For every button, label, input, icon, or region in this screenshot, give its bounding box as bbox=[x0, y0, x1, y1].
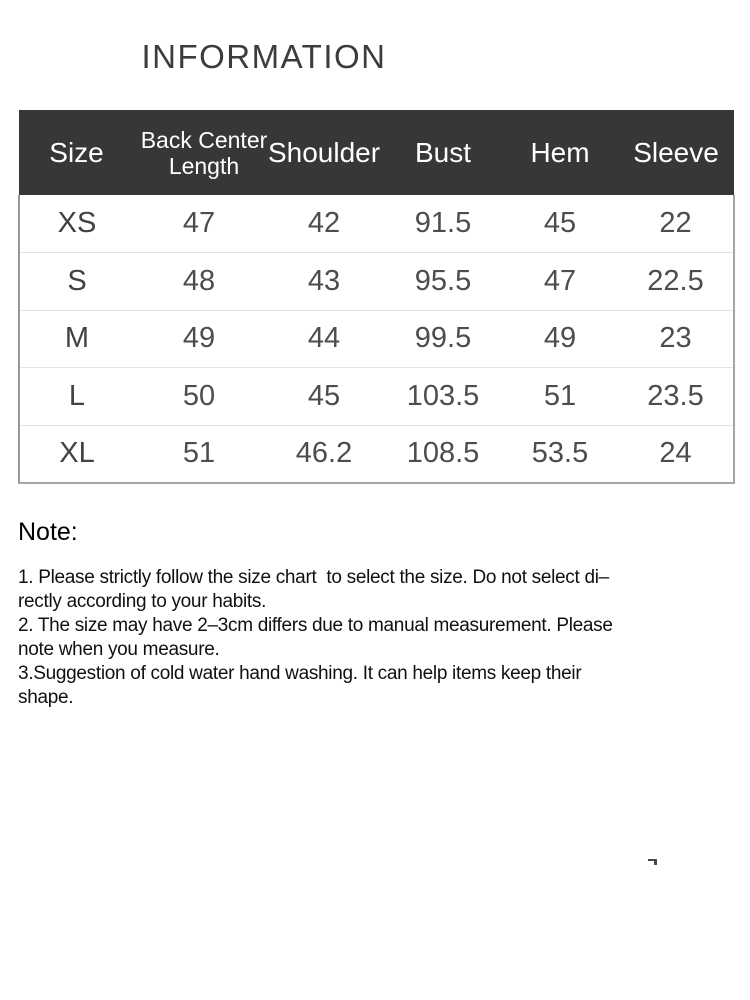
note-line-1: 1. Please strictly follow the size chart to select the size. Do not select di– bbox=[18, 567, 609, 588]
column-header-sleeve: Sleeve bbox=[618, 110, 734, 195]
note-line-2: rectly according to your habits. bbox=[18, 591, 267, 612]
size-chart-table bbox=[18, 110, 735, 484]
table-row-xl bbox=[19, 425, 734, 483]
note-line-5: 3.Suggestion of cold water hand washing. It can help items keep their bbox=[18, 663, 582, 684]
header-row bbox=[19, 110, 734, 195]
table-row-s bbox=[19, 253, 734, 311]
column-header-hem: Hem bbox=[502, 110, 618, 195]
cell-sleeve: 23 bbox=[618, 310, 734, 368]
cell-bust: 108.5 bbox=[384, 425, 502, 483]
cell-hem: 47 bbox=[502, 253, 618, 311]
table-row-m bbox=[19, 310, 734, 368]
cell-shoulder: 42 bbox=[264, 195, 384, 253]
cell-sleeve: 24 bbox=[618, 425, 734, 483]
column-header-shoulder: Shoulder bbox=[264, 110, 384, 195]
note-text bbox=[18, 566, 740, 710]
cell-hem: 49 bbox=[502, 310, 618, 368]
cell-sleeve: 22 bbox=[618, 195, 734, 253]
cell-back-center-length: 51 bbox=[134, 425, 264, 483]
cell-sleeve: 23.5 bbox=[618, 368, 734, 426]
cell-shoulder: 43 bbox=[264, 253, 384, 311]
table-row-l bbox=[19, 368, 734, 426]
cell-hem: 53.5 bbox=[502, 425, 618, 483]
artifact-mark bbox=[648, 859, 657, 865]
cell-bust: 95.5 bbox=[384, 253, 502, 311]
cell-back-center-length: 49 bbox=[134, 310, 264, 368]
size-chart-header bbox=[19, 110, 734, 195]
note-line-6: shape. bbox=[18, 687, 74, 708]
cell-sleeve: 22.5 bbox=[618, 253, 734, 311]
cell-size-label: M bbox=[19, 310, 134, 368]
cell-size-label: XS bbox=[19, 195, 134, 253]
column-header-back-center-length bbox=[134, 110, 268, 195]
size-chart-body bbox=[19, 195, 734, 483]
cell-bust: 103.5 bbox=[384, 368, 502, 426]
cell-shoulder: 45 bbox=[264, 368, 384, 426]
note-line-4: note when you measure. bbox=[18, 639, 220, 660]
table-row-xs bbox=[19, 195, 734, 253]
cell-bust: 99.5 bbox=[384, 310, 502, 368]
page-title: INFORMATION bbox=[141, 38, 387, 75]
cell-size-label: S bbox=[19, 253, 134, 311]
cell-size-label: XL bbox=[19, 425, 134, 483]
cell-hem: 45 bbox=[502, 195, 618, 253]
cell-back-center-length: 48 bbox=[134, 253, 264, 311]
cell-back-center-length: 50 bbox=[134, 368, 264, 426]
cell-back-center-length: 47 bbox=[134, 195, 264, 253]
column-header-bust: Bust bbox=[384, 110, 502, 195]
cell-size-label: L bbox=[19, 368, 134, 426]
note-heading: Note: bbox=[18, 518, 78, 546]
cell-hem: 51 bbox=[502, 368, 618, 426]
column-header-size: Size bbox=[19, 110, 134, 195]
note-line-3: 2. The size may have 2–3cm differs due to manual measurement. Please bbox=[18, 615, 613, 636]
cell-shoulder: 44 bbox=[264, 310, 384, 368]
cell-shoulder: 46.2 bbox=[264, 425, 384, 483]
column-header-back-center-length-label: Back Center Length bbox=[140, 126, 268, 179]
cell-bust: 91.5 bbox=[384, 195, 502, 253]
